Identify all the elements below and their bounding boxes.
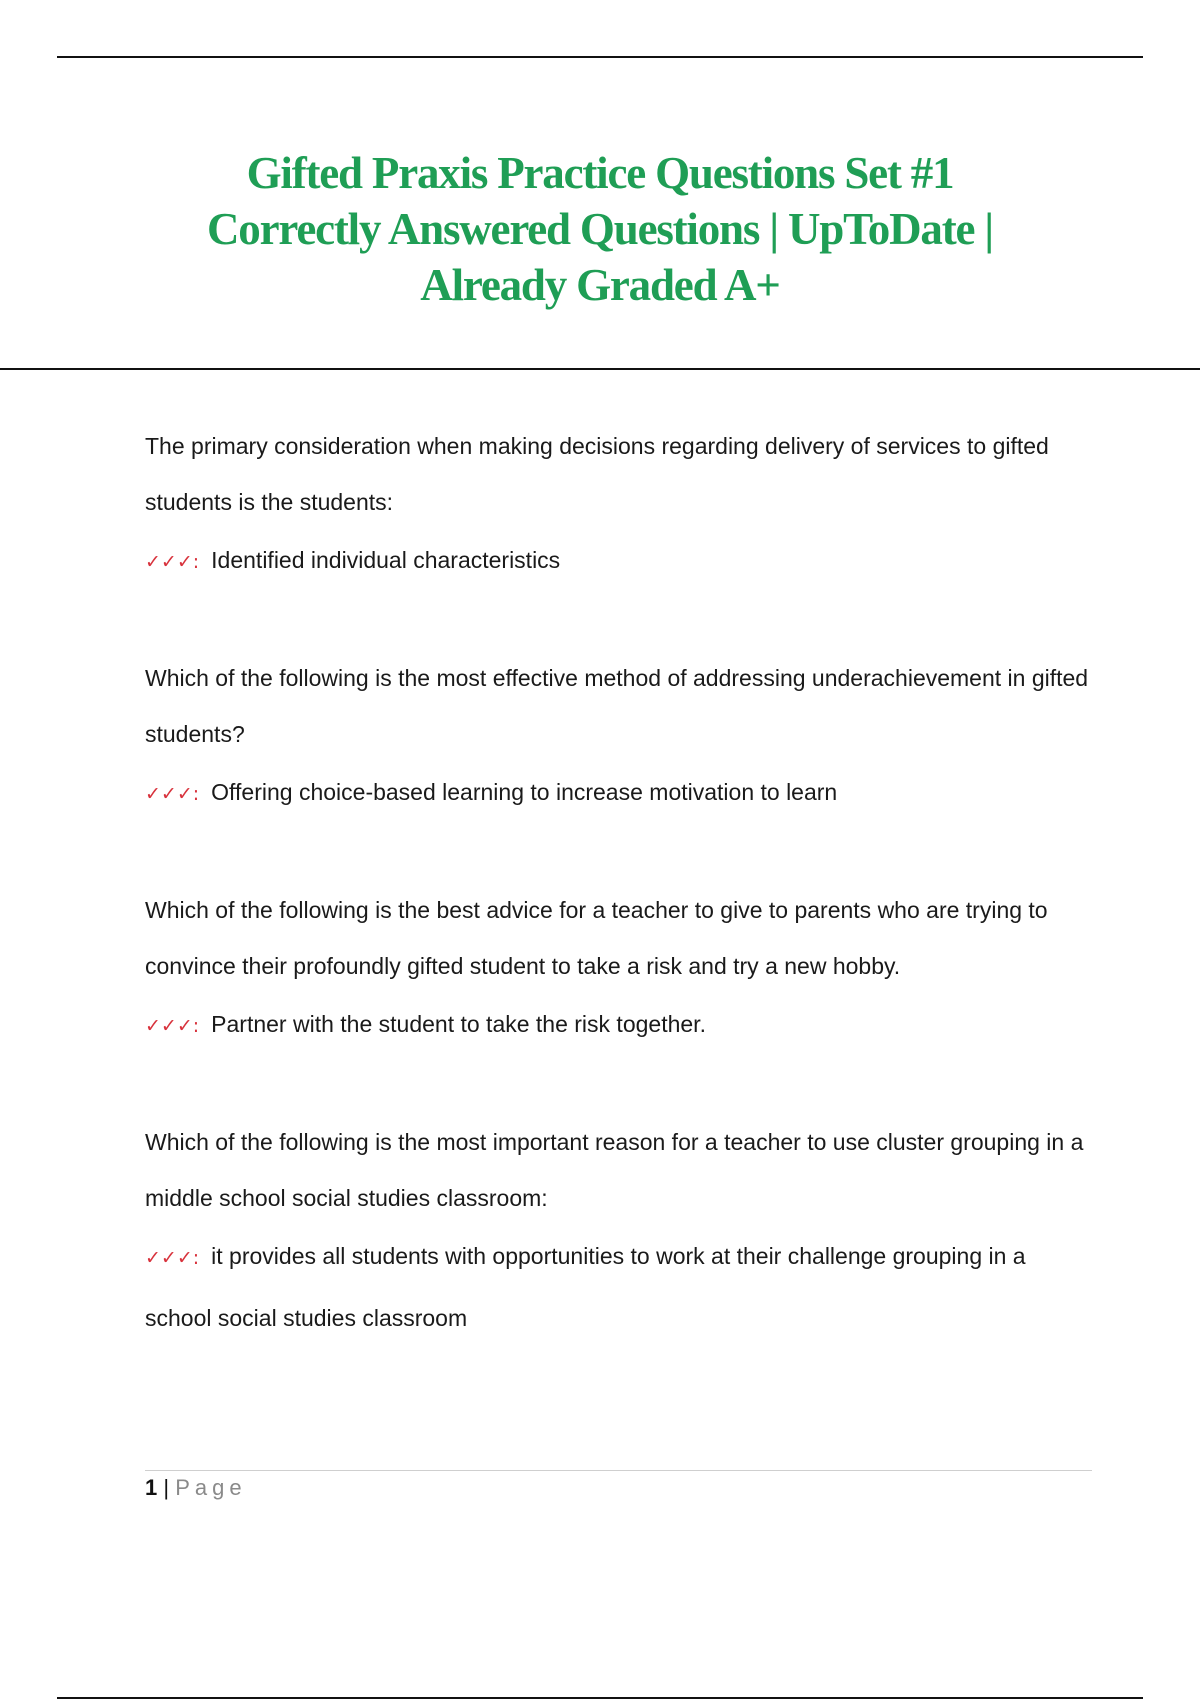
title-line-1: Gifted Praxis Practice Questions Set #1 xyxy=(246,148,954,198)
question-text: Which of the following is the most effective method of addressing underachievement in gifted students? xyxy=(145,665,1089,747)
check-marks-icon: ✓✓✓: xyxy=(145,783,200,805)
question-text: Which of the following is the best advice for a teacher to give to parents who are trying to convince their profoundly gifted student to take a risk and try a new hobby. xyxy=(145,897,1048,979)
question-text: Which of the following is the most important reason for a teacher to use cluster grouping in a middle school social studies classroom: xyxy=(145,1129,1084,1211)
document-title xyxy=(100,145,1100,313)
answer-row xyxy=(145,530,1095,592)
answer-row xyxy=(145,994,1095,1056)
qa-list xyxy=(145,418,1095,1346)
answer-text: Identified individual characteristics xyxy=(211,547,561,573)
check-marks-icon: ✓✓✓: xyxy=(145,551,200,573)
title-line-3: Already Graded A+ xyxy=(420,260,780,310)
page-separator: | xyxy=(163,1475,170,1500)
top-rule xyxy=(57,56,1143,58)
answer-text: it provides all students with opportunities to work at their challenge grouping in a school social studies classroom xyxy=(145,1243,1026,1331)
answer-text: Offering choice-based learning to increase motivation to learn xyxy=(211,779,838,805)
page-footer xyxy=(145,1474,247,1502)
qa-item xyxy=(145,418,1095,650)
page-label: Page xyxy=(175,1475,247,1500)
bottom-rule xyxy=(57,1697,1143,1699)
title-divider-rule xyxy=(0,368,1200,370)
qa-item xyxy=(145,882,1095,1114)
check-marks-icon: ✓✓✓: xyxy=(145,1015,200,1037)
footer-rule xyxy=(145,1470,1092,1471)
answer-row xyxy=(145,762,1095,824)
question-text: The primary consideration when making decisions regarding delivery of services to gifted students is the students: xyxy=(145,433,1049,515)
qa-item xyxy=(145,650,1095,882)
title-line-2: Correctly Answered Questions | UpToDate | xyxy=(206,204,994,254)
check-marks-icon: ✓✓✓: xyxy=(145,1247,200,1269)
qa-item xyxy=(145,1114,1095,1346)
page-number: 1 xyxy=(145,1475,158,1500)
answer-text: Partner with the student to take the risk together. xyxy=(211,1011,706,1037)
answer-row xyxy=(145,1226,1095,1348)
